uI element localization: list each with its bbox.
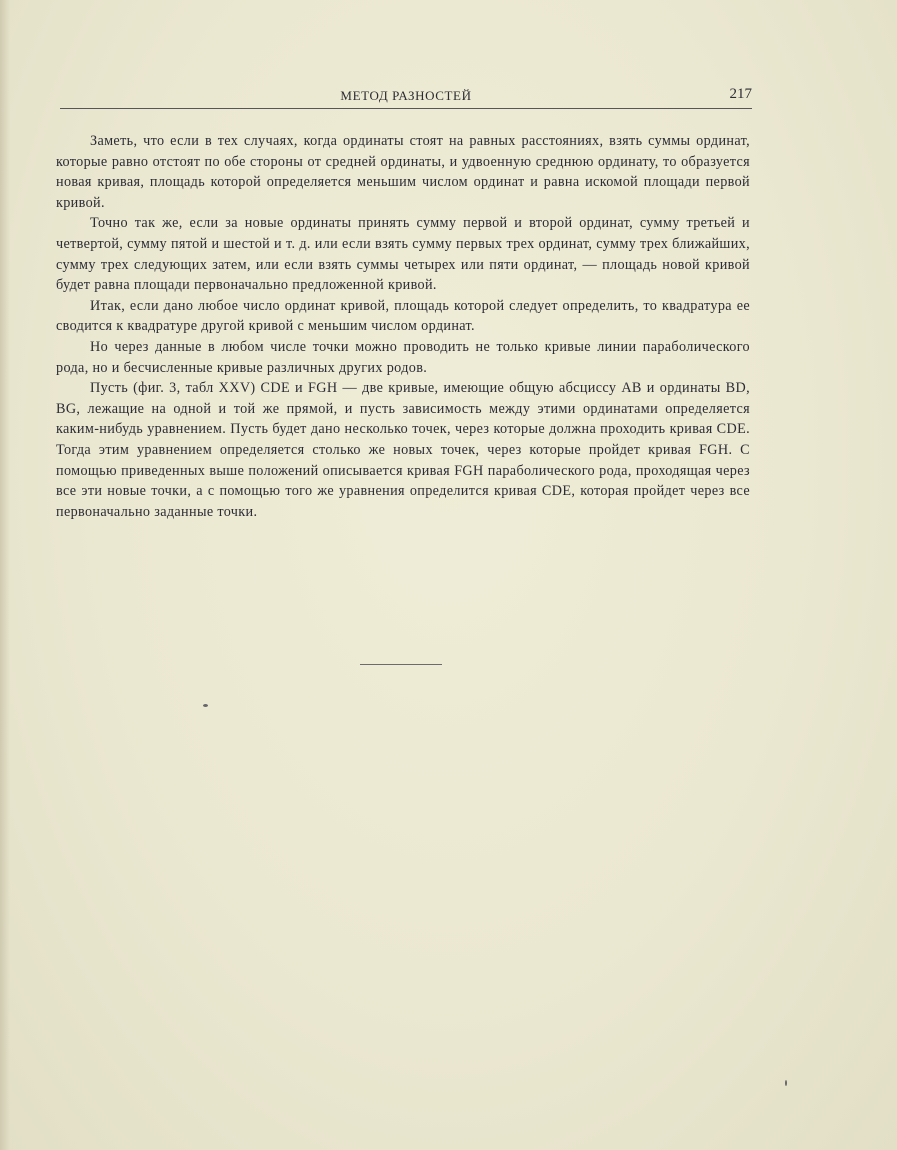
- page-edge-shadow: [0, 0, 10, 1150]
- paragraph-5: Пусть (фиг. 3, табл XXV) CDE и FGH — две кривые, имеющие общую абсциссу AB и ординаты BD, BG, лежащие на одной и той же прямой, и пусть зависимость между этими ординатами определяется каким-нибудь уравнением. Пусть будет дано несколько точек, через которые должна проходить кривая CDE. Тогда этим уравнением определяется столько же новых точек, через которые пройдет кривая FGH. С помощью приведенных выше положений описывается кривая FGH параболического рода, проходящая через все эти новые точки, а с помощью того же уравнения определится кривая CDE, которая пройдет через все первоначально заданные точки.: [56, 380, 750, 520]
- header-rule: [60, 108, 752, 109]
- body-text: [56, 131, 750, 522]
- running-head: МЕТОД РАЗНОСТЕЙ: [340, 88, 472, 103]
- paragraph-1: Заметь, что если в тех случаях, когда ординаты стоят на равных расстояниях, взять суммы ординат, которые равно отстоят по обе стороны от средней ординаты, и удвоенную среднюю ординату, то образуется новая кривая, площадь которой определяется меньшим числом ординат и равна искомой площади первой кривой.: [56, 133, 750, 211]
- section-end-rule: [360, 664, 442, 665]
- paragraph-2: Точно так же, если за новые ординаты принять сумму первой и второй ординат, сумму третьей и четвертой, сумму пятой и шестой и т. д. или если взять сумму первых трех ординат, сумму трех ближайших, сумму трех следующих затем, или если взять суммы четырех или пяти ординат, — площадь новой кривой будет равна площади первоначально предложенной кривой.: [56, 215, 750, 294]
- page-number: 217: [729, 86, 752, 102]
- print-speck: [785, 1080, 787, 1086]
- paragraph-4: Но через данные в любом числе точки можно проводить не только кривые линии параболического рода, но и бесчисленные кривые различных других родов.: [56, 338, 750, 376]
- print-speck: [203, 704, 208, 707]
- paragraph-3: Итак, если дано любое число ординат кривой, площадь которой следует определить, то квадратура ее сводится к квадратуре другой кривой с меньшим числом ординат.: [56, 297, 750, 335]
- page-header: [60, 86, 752, 112]
